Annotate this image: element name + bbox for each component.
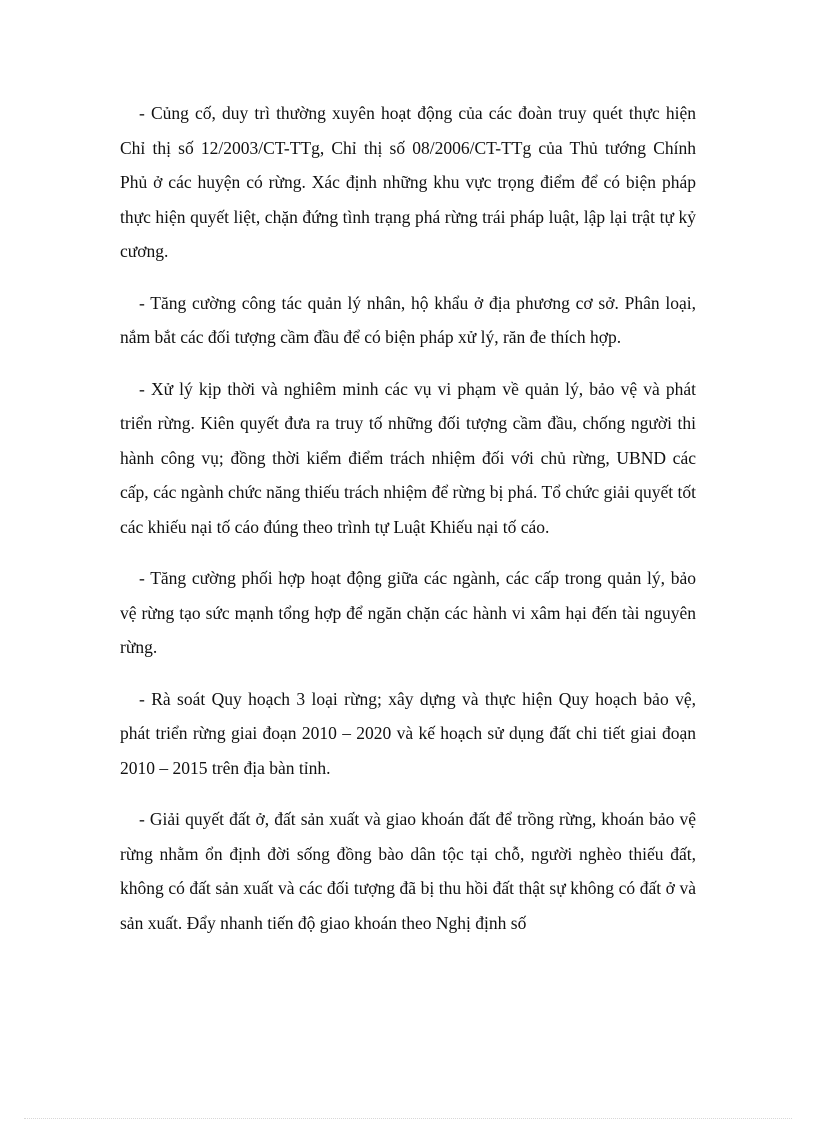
paragraph-violation-handling: - Xử lý kịp thời và nghiêm minh các vụ vi phạm về quản lý, bảo vệ và phát triển rừng. Kiên quyết đưa ra truy tố những đối tượng cầm đầu, chống người thi hành công vụ; đồng thời kiểm điểm trách nhiệm đối với chủ rừng, UBND các cấp, các ngành chức năng thiếu trách nhiệm để rừng bị phá. Tổ chức giải quyết tốt các khiếu nại tố cáo đúng theo trình tự Luật Khiếu nại tố cáo. [120, 378, 696, 537]
paragraph-coordination: - Tăng cường phối hợp hoạt động giữa các ngành, các cấp trong quản lý, bảo vệ rừng tạo sức mạnh tổng hợp để ngăn chặn các hành vi xâm hại đến tài nguyên rừng. [120, 568, 696, 657]
paragraph-patrol-teams: - Củng cố, duy trì thường xuyên hoạt động của các đoàn truy quét thực hiện Chỉ thị số 12/2003/CT-TTg, Chỉ thị số 08/2006/CT-TTg của Thủ tướng Chính Phủ ở các huyện có rừng. Xác định những khu vực trọng điểm để có biện pháp thực hiện quyết liệt, chặn đứng tình trạng phá rừng trái pháp luật, lập lại trật tự kỷ cương. [120, 103, 696, 261]
paragraph-forest-planning: - Rà soát Quy hoạch 3 loại rừng; xây dựng và thực hiện Quy hoạch bảo vệ, phát triển rừng giai đoạn 2010 – 2020 và kế hoạch sử dụng đất chi tiết giai đoạn 2010 – 2015 trên địa bàn tỉnh. [120, 688, 696, 778]
paragraph-household-management: - Tăng cường công tác quản lý nhân, hộ khẩu ở địa phương cơ sở. Phân loại, nắm bắt các đối tượng cầm đầu để có biện pháp xử lý, răn đe thích hợp. [120, 292, 696, 347]
document-body [120, 96, 696, 957]
page-bottom-divider [24, 1118, 792, 1119]
paragraph-land-allocation: - Giải quyết đất ở, đất sản xuất và giao khoán đất để trồng rừng, khoán bảo vệ rừng nhằm ổn định đời sống đồng bào dân tộc tại chỗ, người nghèo thiếu đất, không có đất sản xuất và các đối tượng đã bị thu hồi đất thật sự không có đất ở và sản xuất. Đẩy nhanh tiến độ giao khoán theo Nghị định số [120, 809, 696, 933]
